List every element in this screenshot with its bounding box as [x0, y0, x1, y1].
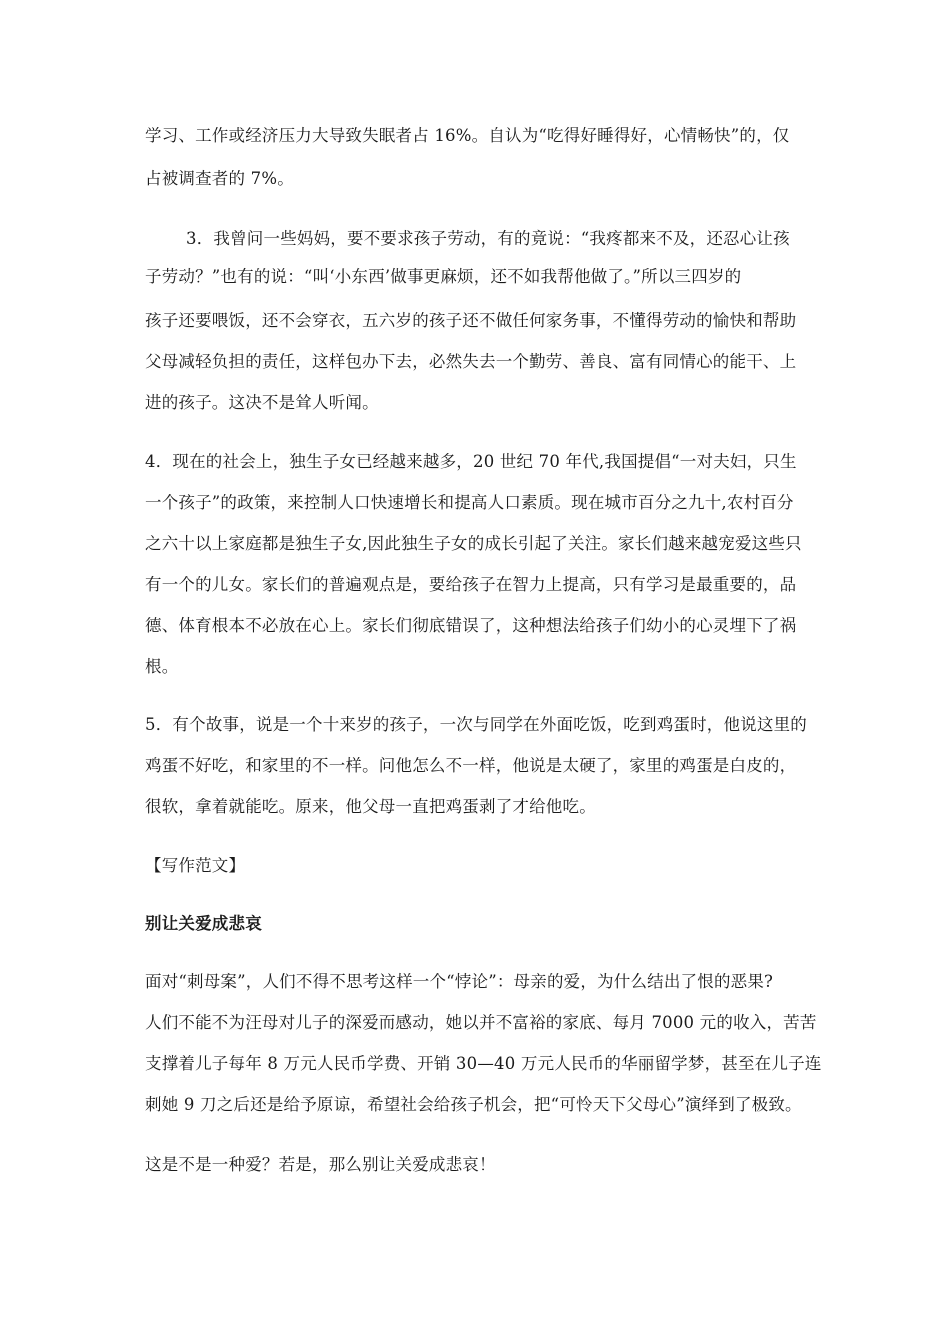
paragraph-5-line-2: 鸡蛋不好吃，和家里的不一样。问他怎么不一样，他说是太硬了，家里的鸡蛋是白皮的， [145, 756, 797, 775]
essay-paragraph-1-line-2: 人们不能不为汪母对儿子的深爱而感动，她以并不富裕的家底、每月 7000 元的收入，苦苦 [145, 1013, 817, 1032]
essay-paragraph-1-line-3: 支撑着儿子每年 8 万元人民币学费、开销 30—40 万元人民币的华丽留学梦，甚至在儿子连 [145, 1054, 822, 1073]
paragraph-5-line-3: 很软，拿着就能吃。原来，他父母一直把鸡蛋剥了才给他吃。 [145, 797, 596, 816]
paragraph-3-line-4: 父母减轻负担的责任，这样包办下去，必然失去一个勤劳、善良、富有同情心的能干、上 [145, 352, 797, 371]
paragraph-3-line-5: 进的孩子。这决不是耸人听闻。 [145, 393, 379, 412]
paragraph-3-line-3: 孩子还要喂饭，还不会穿衣，五六岁的孩子还不做任何家务事，不懂得劳动的愉快和帮助 [145, 311, 797, 330]
paragraph-4-line-2: 一个孩子”的政策，来控制人口快速增长和提高人口素质。现在城市百分之九十,农村百分 [145, 493, 794, 512]
essay-paragraph-1-line-4: 刺她 9 刀之后还是给予原谅，希望社会给孩子机会，把“可怜天下父母心”演绎到了极致。 [145, 1095, 802, 1114]
essay-title: 别让关爱成悲哀 [145, 914, 262, 933]
paragraph-4-line-1: 4．现在的社会上，独生子女已经越来越多，20 世纪 70 年代,我国提倡“一对夫妇，只生 [145, 452, 797, 471]
paragraph-4-line-3: 之六十以上家庭都是独生子女,因此独生子女的成长引起了关注。家长们越来越宠爱这些只 [145, 534, 802, 553]
paragraph-4-line-5: 德、体育根本不必放在心上。家长们彻底错误了，这种想法给孩子们幼小的心灵埋下了祸 [145, 616, 797, 635]
essay-paragraph-1-line-1: 面对“刺母案”，人们不得不思考这样一个“悖论”：母亲的爱，为什么结出了恨的恶果? [145, 972, 774, 991]
paragraph-intro-line-1: 学习、工作或经济压力大导致失眠者占 16%。自认为“吃得好睡得好，心情畅快”的，仅 [145, 126, 790, 145]
section-heading: 【写作范文】 [145, 856, 246, 875]
paragraph-4-line-6: 根。 [145, 657, 179, 676]
paragraph-4-line-4: 有一个的儿女。家长们的普遍观点是，要给孩子在智力上提高，只有学习是最重要的，品 [145, 575, 797, 594]
paragraph-3-line-2: 子劳动？”也有的说：“叫‘小东西’做事更麻烦，还不如我帮他做了。”所以三四岁的 [145, 267, 742, 286]
paragraph-intro-line-2: 占被调查者的 7%。 [145, 169, 294, 188]
paragraph-3-line-1: 3．我曾问一些妈妈，要不要求孩子劳动，有的竟说：“我疼都来不及，还忍心让孩 [186, 229, 790, 248]
paragraph-5-line-1: 5．有个故事，说是一个十来岁的孩子，一次与同学在外面吃饭，吃到鸡蛋时，他说这里的 [145, 715, 807, 734]
essay-paragraph-2: 这是不是一种爱？若是，那么别让关爱成悲哀！ [145, 1155, 496, 1174]
